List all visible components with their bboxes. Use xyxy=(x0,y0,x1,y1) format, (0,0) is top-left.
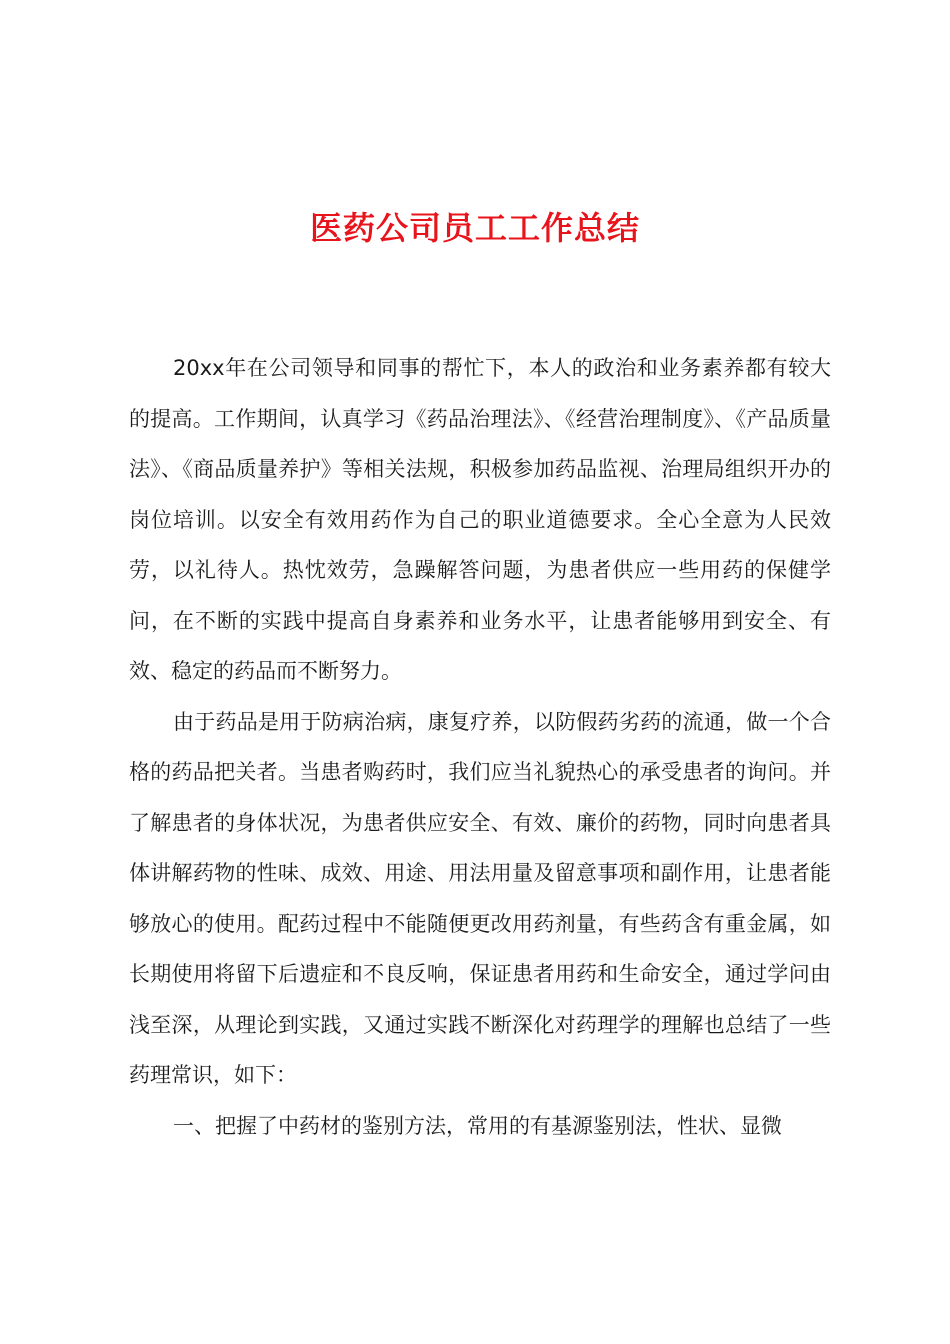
document-body xyxy=(129,343,831,1151)
paragraph-1: 20xx年在公司领导和同事的帮忙下，本人的政治和业务素养都有较大的提高。工作期间，认真学习《药品治理法》、《经营治理制度》、《产品质量法》、《商品质量养护》等相关法规，积极参加药品监视、治理局组织开办的岗位培训。以安全有效用药作为自己的职业道德要求。全心全意为人民效劳，以礼待人。热忱效劳，急躁解答问题，为患者供应一些用药的保健学问，在不断的实践中提高自身素养和业务水平，让患者能够用到安全、有效、稳定的药品而不断努力。 xyxy=(129,356,831,683)
paragraph-2: 由于药品是用于防病治病，康复疗养，以防假药劣药的流通，做一个合格的药品把关者。当患者购药时，我们应当礼貌热心的承受患者的询问。并了解患者的身体状况，为患者供应安全、有效、廉价的药物，同时向患者具体讲解药物的性味、成效、用途、用法用量及留意事项和副作用，让患者能够放心的使用。配药过程中不能随便更改用药剂量，有些药含有重金属，如长期使用将留下后遗症和不良反响，保证患者用药和生命安全，通过学问由浅至深，从理论到实践，又通过实践不断深化对药理学的理解也总结了一些药理常识，如下： xyxy=(129,709,831,1087)
document-title: 医药公司员工工作总结 xyxy=(309,209,640,247)
paragraph-3: 一、把握了中药材的鉴别方法，常用的有基源鉴别法，性状、显微 xyxy=(173,1113,782,1138)
